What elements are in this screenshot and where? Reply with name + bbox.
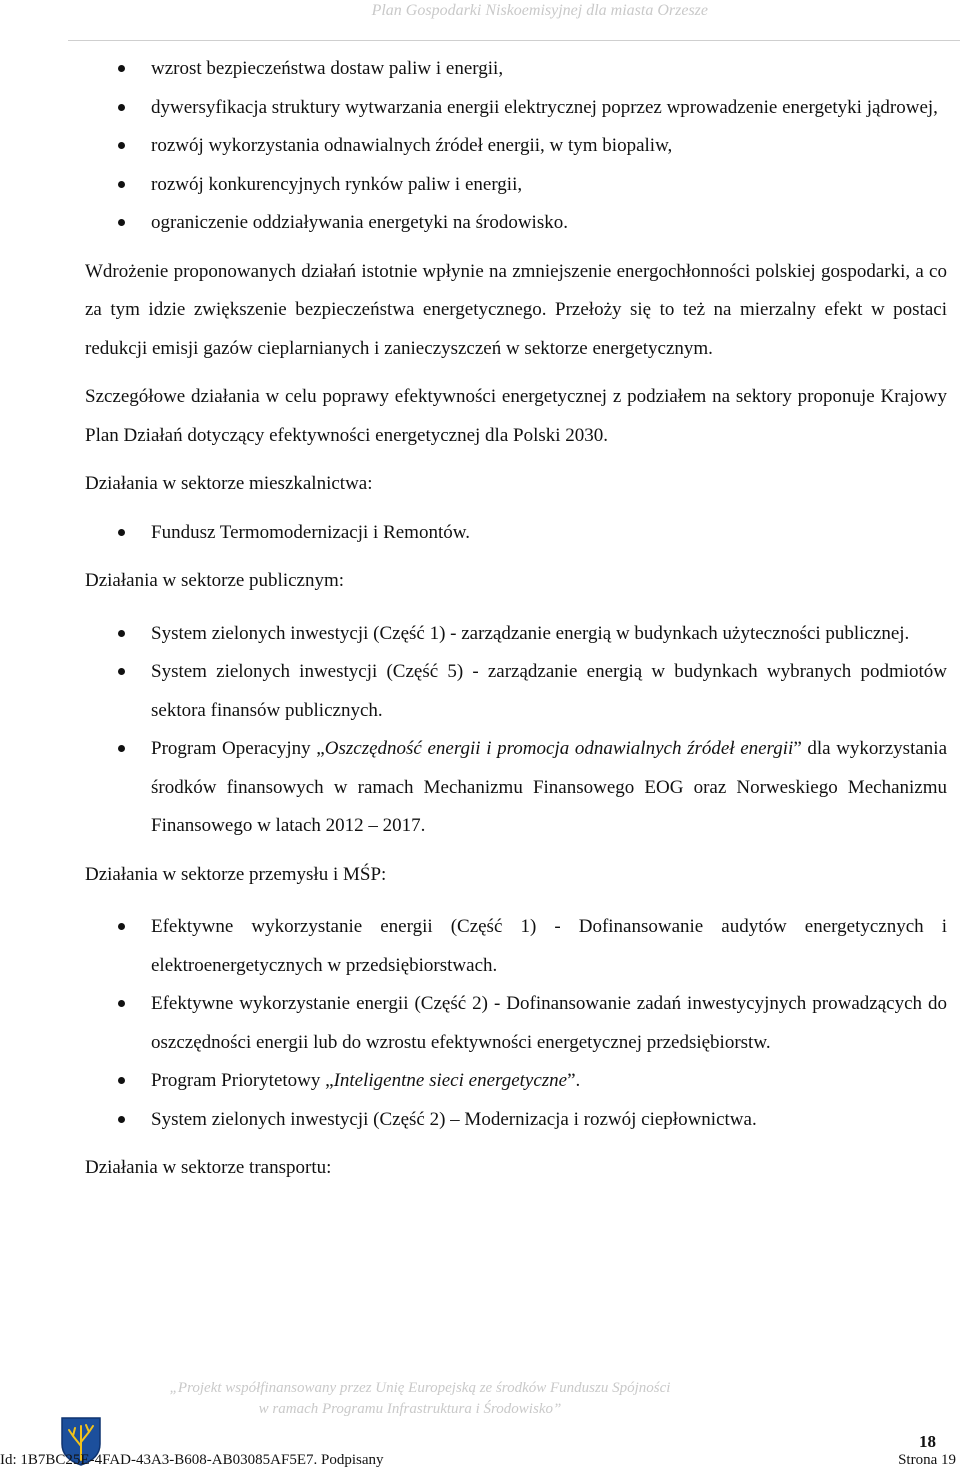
industry-actions-list — [85, 908, 947, 1139]
page-number: 18 — [919, 1432, 936, 1451]
list-item: Program Operacyjny „Oszczędność energii i promocja odnawialnych źródeł energii” dla wykorzystania środków finansowych w ramach Mechanizmu Finansowego EOG oraz Norweskiego Mechanizmu Finansowego w latach 2012 – 2017. — [85, 730, 947, 846]
list-item: rozwój wykorzystania odnawialnych źródeł energii, w tym biopaliw, — [85, 127, 947, 166]
bullet-icon — [118, 745, 125, 752]
document-id-stamp: Id: 1B7BC25E-4FAD-43A3-B608-AB03085AF5E7. Podpisany — [0, 1452, 384, 1468]
list-item: System zielonych inwestycji (Część 5) - zarządzanie energią w budynkach wybranych podmiotów sektora finansów publicznych. — [85, 653, 947, 730]
bullet-icon — [118, 668, 125, 675]
bullet-icon — [118, 181, 125, 188]
bullet-icon — [118, 630, 125, 637]
energy-policy-goals-list — [85, 50, 947, 243]
list-item: Fundusz Termomodernizacji i Remontów. — [85, 514, 947, 553]
bullet-icon — [118, 1000, 125, 1007]
list-item: Efektywne wykorzystanie energii (Część 1) - Dofinansowanie audytów energetycznych i elektroenergetycznych w przedsiębiorstwach. — [85, 908, 947, 985]
document-body — [85, 50, 947, 1198]
page-header-title: Plan Gospodarki Niskoemisyjnej dla miasta Orzesze — [371, 2, 708, 19]
list-item: ograniczenie oddziaływania energetyki na środowisko. — [85, 204, 947, 243]
heading-transport-sector: Działania w sektorze transportu: — [85, 1157, 332, 1178]
heading-industry-sector: Działania w sektorze przemysłu i MŚP: — [85, 863, 387, 885]
list-item: System zielonych inwestycji (Część 2) – Modernizacja i rozwój ciepłownictwa. — [85, 1101, 947, 1140]
list-item: wzrost bezpieczeństwa dostaw paliw i energii, — [85, 50, 947, 89]
footer-cofinancing-line2: w ramach Programu Infrastruktura i Środowisko” — [258, 1401, 562, 1417]
bullet-icon — [118, 219, 125, 226]
paragraph-national-action-plan: Szczegółowe działania w celu poprawy efektywności energetycznej z podziałem na sektory proponuje Krajowy Plan Działań dotyczący efektywności energetycznej dla Polski 2030. — [85, 386, 947, 446]
list-item: dywersyfikacja struktury wytwarzania energii elektrycznej poprzez wprowadzenie energetyki jądrowej, — [85, 89, 947, 128]
residential-actions-list — [85, 514, 947, 553]
public-actions-list — [85, 615, 947, 846]
heading-residential-sector: Działania w sektorze mieszkalnictwa: — [85, 473, 373, 494]
bullet-icon — [118, 142, 125, 149]
footer-cofinancing-line1: „Projekt współfinansowany przez Unię Europejską ze środków Funduszu Spójności — [169, 1380, 671, 1396]
paragraph-implementation-effects: Wdrożenie proponowanych działań istotnie wpłynie na zmniejszenie energochłonności polskiej gospodarki, a co za tym idzie zwiększenie bezpieczeństwa energetycznego. Przełoży się to też na mierzalny efekt w postaci redukcji emisji gazów cieplarnianych i zanieczyszczeń w sektorze energetycznym. — [85, 260, 947, 359]
list-item: Efektywne wykorzystanie energii (Część 2) - Dofinansowanie zadań inwestycyjnych prowadzących do oszczędności energii lub do wzrostu efektywności energetycznej przedsiębiorstw. — [85, 985, 947, 1062]
list-item: System zielonych inwestycji (Część 1) - zarządzanie energią w budynkach użyteczności publicznej. — [85, 615, 947, 654]
list-item: Program Priorytetowy „Inteligentne sieci energetyczne”. — [85, 1062, 947, 1101]
heading-public-sector: Działania w sektorze publicznym: — [85, 570, 345, 591]
bullet-icon — [118, 1116, 125, 1123]
list-item: rozwój konkurencyjnych rynków paliw i energii, — [85, 166, 947, 205]
bullet-icon — [118, 1077, 125, 1084]
bullet-icon — [118, 529, 125, 536]
page-label: Strona 19 — [898, 1452, 956, 1468]
bullet-icon — [118, 65, 125, 72]
header-divider — [68, 40, 960, 41]
bullet-icon — [118, 104, 125, 111]
bullet-icon — [118, 923, 125, 930]
